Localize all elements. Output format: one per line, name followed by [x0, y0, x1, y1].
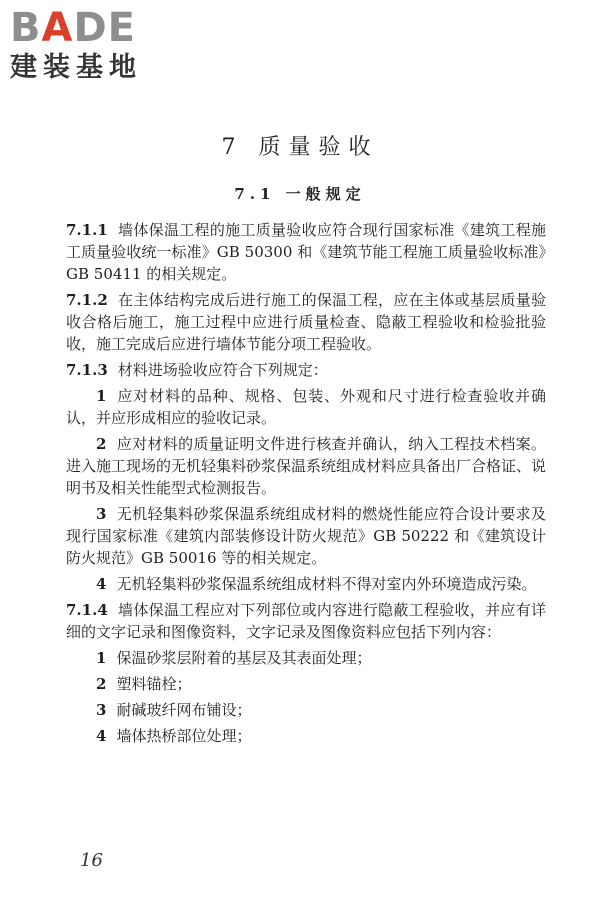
- page-number: 16: [80, 850, 103, 871]
- item-number: 1: [96, 649, 107, 667]
- clause-7-1-2: [66, 289, 546, 355]
- clause-text: 墙体保温工程的施工质量验收应符合现行国家标准《建筑工程施工质量验收统一标准》GB 50300 和《建筑节能工程施工质量验收标准》GB 50411 的相关规定。: [66, 221, 546, 283]
- logo-wordmark: [10, 6, 180, 50]
- list-item: [66, 647, 546, 669]
- logo-letters-de: DE: [73, 5, 136, 51]
- clause-number: 7.1.2: [66, 291, 108, 309]
- list-item: [66, 385, 546, 429]
- clause-number: 7.1.3: [66, 361, 108, 379]
- logo-letter-a-accent: A: [41, 5, 74, 51]
- logo-chinese-name: 建装基地: [10, 52, 142, 83]
- clause-number: 7.1.1: [66, 221, 108, 239]
- item-text: 墙体热桥部位处理；: [116, 727, 252, 745]
- item-text: 保温砂浆层附着的基层及其表面处理；: [116, 649, 372, 667]
- item-number: 3: [96, 701, 107, 719]
- list-item: [66, 573, 546, 595]
- clause-7-1-4: [66, 599, 546, 643]
- clause-text: 材料进场验收应符合下列规定：: [117, 361, 328, 379]
- item-text: 无机轻集料砂浆保温系统组成材料的燃烧性能应符合设计要求及现行国家标准《建筑内部装修设计防火规范》GB 50222 和《建筑设计防火规范》GB 50016 等的相关规定。: [66, 505, 546, 567]
- brand-logo: [10, 6, 180, 86]
- clause-7-1-3: [66, 359, 546, 381]
- item-number: 2: [96, 675, 107, 693]
- logo-letter-b: B: [10, 5, 42, 51]
- list-item: [66, 433, 546, 499]
- item-text: 塑料锚栓；: [116, 675, 192, 693]
- list-item: [66, 699, 546, 721]
- clause-number: 7.1.4: [66, 601, 108, 619]
- item-number: 3: [96, 505, 107, 523]
- item-number: 4: [96, 575, 107, 593]
- clause-7-1-1: [66, 219, 546, 285]
- item-number: 1: [96, 387, 107, 405]
- section-title: 7.1 一般规定: [234, 185, 366, 203]
- item-number: 4: [96, 727, 107, 745]
- list-item: [66, 725, 546, 747]
- item-number: 2: [96, 435, 107, 453]
- list-item: [66, 503, 546, 569]
- item-text: 应对材料的品种、规格、包装、外观和尺寸进行检查验收并确认，并应形成相应的验收记录。: [66, 387, 546, 427]
- document-body: [66, 219, 546, 751]
- item-text: 无机轻集料砂浆保温系统组成材料不得对室内外环境造成污染。: [116, 575, 537, 593]
- item-text: 应对材料的质量证明文件进行核查并确认，纳入工程技术档案。进入施工现场的无机轻集料砂浆保温系统组成材料应具备出厂合格证、说明书及相关性能型式检测报告。: [66, 435, 547, 497]
- item-text: 耐碱玻纤网布铺设；: [116, 701, 252, 719]
- clause-text: 在主体结构完成后进行施工的保温工程，应在主体或基层质量验收合格后施工，施工过程中应进行质量检查、隐蔽工程验收和检验批验收，施工完成后应进行墙体节能分项工程验收。: [66, 291, 546, 353]
- clause-text: 墙体保温工程应对下列部位或内容进行隐蔽工程验收，并应有详细的文字记录和图像资料，文字记录及图像资料应包括下列内容：: [66, 601, 546, 641]
- chapter-title: 7 质量验收: [221, 135, 379, 160]
- list-item: [66, 673, 546, 695]
